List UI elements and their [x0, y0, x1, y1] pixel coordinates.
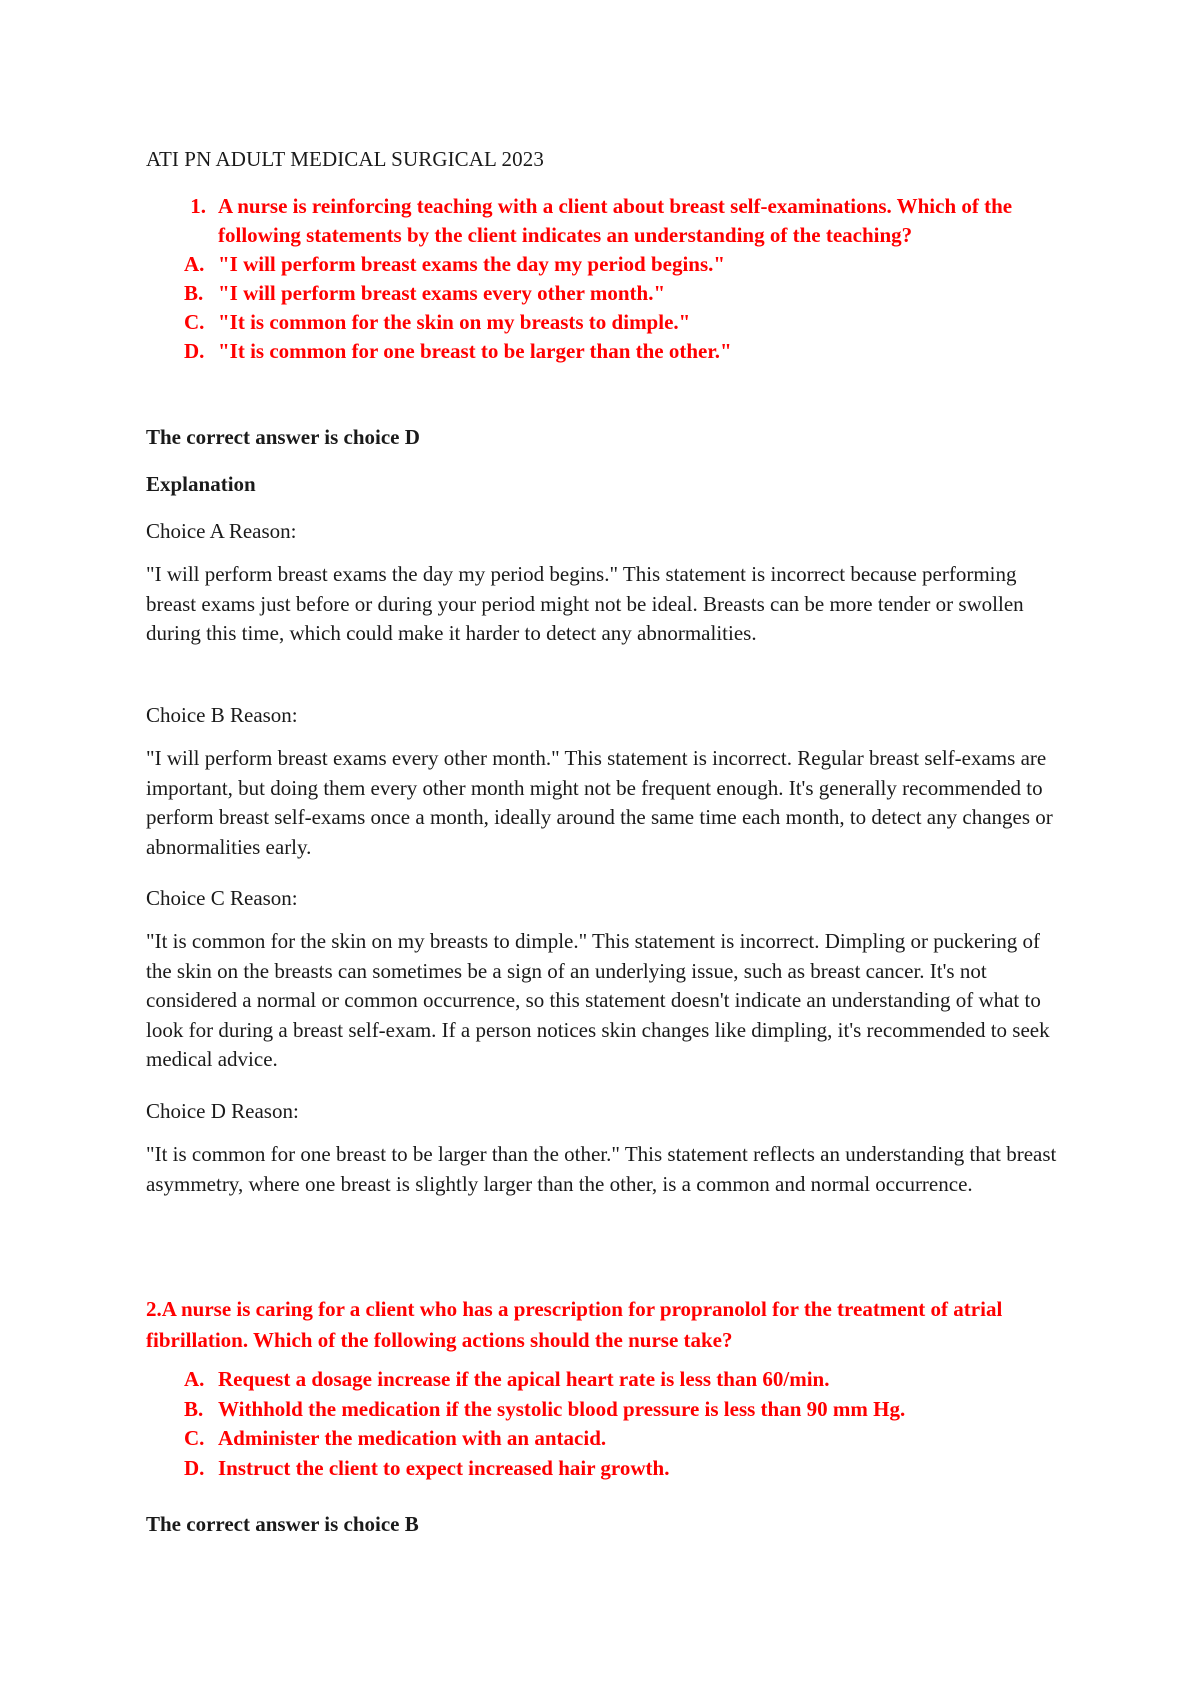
choice-a-reason-text: "I will perform breast exams the day my period begins." This statement is incorrect because performing breast exams just before or during your period might not be ideal. Breasts can be more tender or swollen during this time, which could make it harder to detect any abnormalities.	[146, 562, 1024, 645]
question-1-option-d	[146, 337, 1076, 366]
choice-b-reason-label: Choice B Reason:	[146, 703, 298, 727]
option-text: "I will perform breast exams every other month."	[218, 281, 666, 305]
option-text: "It is common for one breast to be larger than the other."	[218, 339, 732, 363]
question-2-option-d	[146, 1454, 1076, 1484]
question-1-stem: A nurse is reinforcing teaching with a client about breast self-examinations. Which of the following statements by the client indicates an understanding of the teaching?	[218, 194, 1013, 247]
question-2-option-b	[146, 1395, 1076, 1425]
option-letter: D.	[184, 1455, 205, 1480]
question-2-stem: 2.A nurse is caring for a client who has a prescription for propranolol for the treatment of atrial fibrillation. Which of the following actions should the nurse take?	[146, 1297, 1003, 1352]
option-letter: D.	[184, 339, 205, 363]
question-1-option-a	[146, 250, 1076, 279]
question-1-stem-row	[146, 192, 1076, 250]
question-2-options	[146, 1365, 1076, 1483]
question-2-answer: The correct answer is choice B	[146, 1512, 419, 1536]
option-letter: A.	[184, 1367, 205, 1391]
question-2-option-c	[146, 1424, 1076, 1454]
option-letter: A.	[184, 252, 205, 276]
choice-b-reason-text: "I will perform breast exams every other month." This statement is incorrect. Regular breast self-exams are important, but doing them every other month might not be frequent enough. It's generally recommended to perform breast self-exams once a month, ideally around the same time each month, to detect any changes or abnormalities early.	[146, 746, 1053, 859]
choice-d-reason-text: "It is common for one breast to be larger than the other." This statement reflects an understanding that breast asymmetry, where one breast is slightly larger than the other, is a common and normal occurrence.	[146, 1142, 1057, 1196]
question-1	[146, 192, 1076, 366]
question-1-answer: The correct answer is choice D	[146, 425, 420, 449]
explanation-heading: Explanation	[146, 472, 256, 496]
choice-a-reason-label: Choice A Reason:	[146, 519, 297, 543]
choice-c-reason-text: "It is common for the skin on my breasts to dimple." This statement is incorrect. Dimpling or puckering of the skin on the breasts can sometimes be a sign of an underlying issue, such as breast cancer. It's not considered a normal or common occurrence, so this statement doesn't indicate an understanding of what to look for during a breast self-exam. If a person notices skin changes like dimpling, it's recommended to seek medical advice.	[146, 929, 1050, 1071]
question-1-option-b	[146, 279, 1076, 308]
choice-c-reason-label: Choice C Reason:	[146, 886, 298, 910]
option-letter: B.	[184, 281, 204, 305]
option-letter: C.	[184, 310, 205, 334]
document-title: ATI PN ADULT MEDICAL SURGICAL 2023	[146, 147, 544, 171]
option-text: Request a dosage increase if the apical heart rate is less than 60/min.	[218, 1367, 830, 1391]
option-letter: C.	[184, 1426, 205, 1450]
option-text: "It is common for the skin on my breasts to dimple."	[218, 310, 691, 334]
option-text: Withhold the medication if the systolic blood pressure is less than 90 mm Hg.	[218, 1396, 906, 1421]
choice-d-reason-label: Choice D Reason:	[146, 1099, 299, 1123]
option-text: Administer the medication with an antacid.	[218, 1426, 607, 1450]
question-1-option-c	[146, 308, 1076, 337]
question-1-number: 1.	[190, 194, 206, 218]
question-2-option-a	[146, 1365, 1076, 1395]
option-letter: B.	[184, 1396, 204, 1421]
option-text: Instruct the client to expect increased hair growth.	[218, 1455, 670, 1480]
option-text: "I will perform breast exams the day my period begins."	[218, 252, 726, 276]
